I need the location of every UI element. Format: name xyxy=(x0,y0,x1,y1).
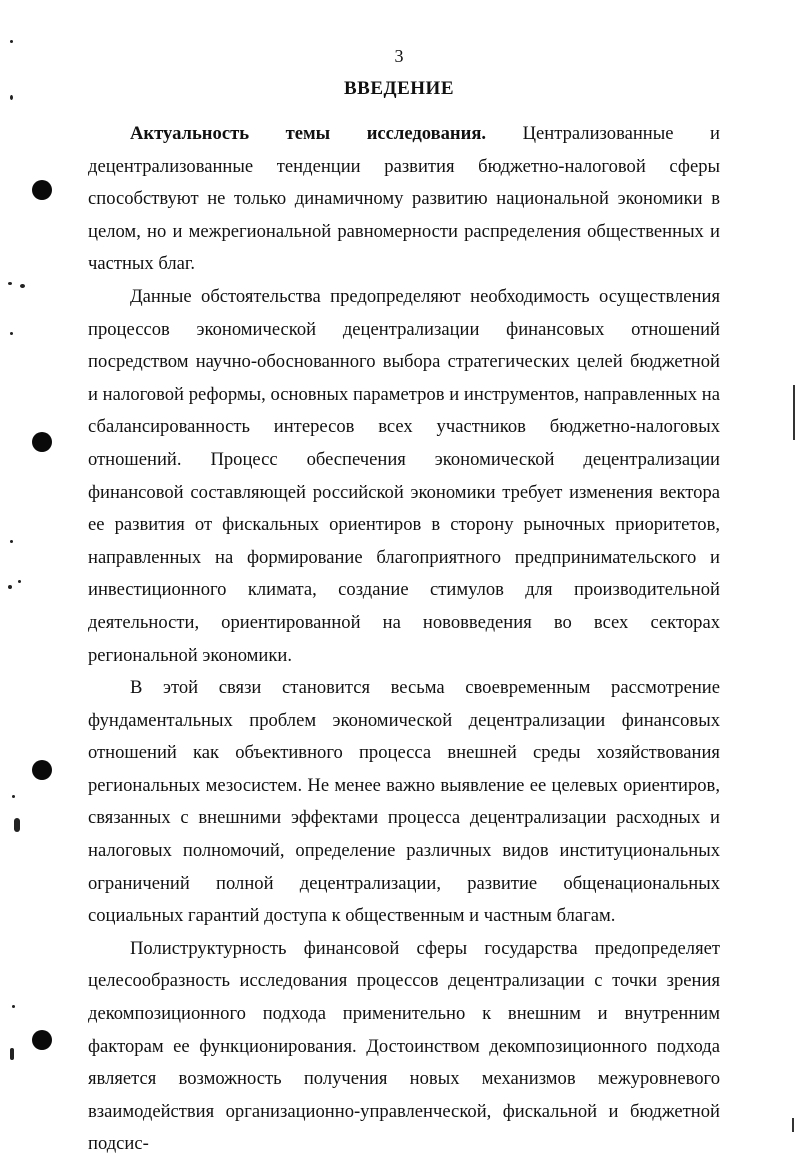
scan-speck xyxy=(18,580,21,583)
scan-speck xyxy=(12,1005,15,1008)
scan-speck xyxy=(14,818,20,832)
punch-hole xyxy=(32,760,52,780)
scan-edge-line xyxy=(792,1118,794,1132)
scan-edge-line xyxy=(793,385,795,440)
paragraph-lead: Актуальность темы исследования. xyxy=(130,123,487,144)
punch-hole xyxy=(32,1030,52,1050)
paragraph-3 xyxy=(88,672,720,933)
paragraph-text: Данные обстоятельства предопределяют необходимость осуществления процессов экономической децентрализации финансовых отношений посредством научно-обоснованного выбора стратегических целей бюджетной и налоговой реформы, основных параметров и инструментов, направленных на сбалансированность интересов всех участников бюджетно-налоговых отношений. Процесс обеспечения экономической децентрализации финансовой составляющей российской экономики требует изменения вектора ее развития от фискальных ориентиров в сторону рыночных приоритетов, направленных на формирование благоприятного предпринимательского и инвестиционного климата, создание стимулов для производительной деятельности, ориентированной на нововведения во всех секторах региональной экономики. xyxy=(88,285,720,666)
scan-speck xyxy=(12,795,15,798)
scan-speck xyxy=(10,540,13,543)
punch-hole xyxy=(32,180,52,200)
paragraph-4 xyxy=(88,933,720,1161)
punch-hole xyxy=(32,432,52,452)
scan-speck xyxy=(8,282,12,285)
scan-speck xyxy=(10,40,13,43)
scan-speck xyxy=(20,284,25,288)
paragraph-text: Централизованные и децентрализованные тенденции развития бюджетно-налоговой сферы способствуют не только динамичному развитию национальной экономики в целом, но и межрегиональной равномерности распределения общественных и частных благ. xyxy=(88,123,720,275)
page-number: 3 xyxy=(394,46,404,66)
section-heading: ВВЕДЕНИЕ xyxy=(344,78,454,99)
body-text xyxy=(88,118,720,1161)
paragraph-text: В этой связи становится весьма своевременным рассмотрение фундаментальных проблем экономической децентрализации финансовых отношений как объективного процесса внешней среды хозяйствования региональных мезосистем. Не менее важно выявление ее целевых ориентиров, связанных с внешними эффектами процесса децентрализации расходных и налоговых полномочий, определение различных видов институциональных ограничений полной децентрализации, развитие общенациональных социальных гарантий доступа к общественным и частным благам. xyxy=(88,677,720,927)
scan-speck xyxy=(10,332,13,335)
paragraph-2 xyxy=(88,281,720,672)
scan-speck xyxy=(8,585,12,589)
paragraph-text: Полиструктурность финансовой сферы государства предопределяет целесообразность исследования процессов децентрализации с точки зрения декомпозиционного подхода применительно к внешним и внутренним факторам ее функционирования. Достоинством декомпозиционного подхода является возможность получения новых механизмов межуровневого взаимодействия организационно-управленческой, фискальной и бюджетной подсис- xyxy=(88,937,720,1155)
scan-speck xyxy=(10,1048,14,1060)
paragraph-1 xyxy=(88,118,720,281)
